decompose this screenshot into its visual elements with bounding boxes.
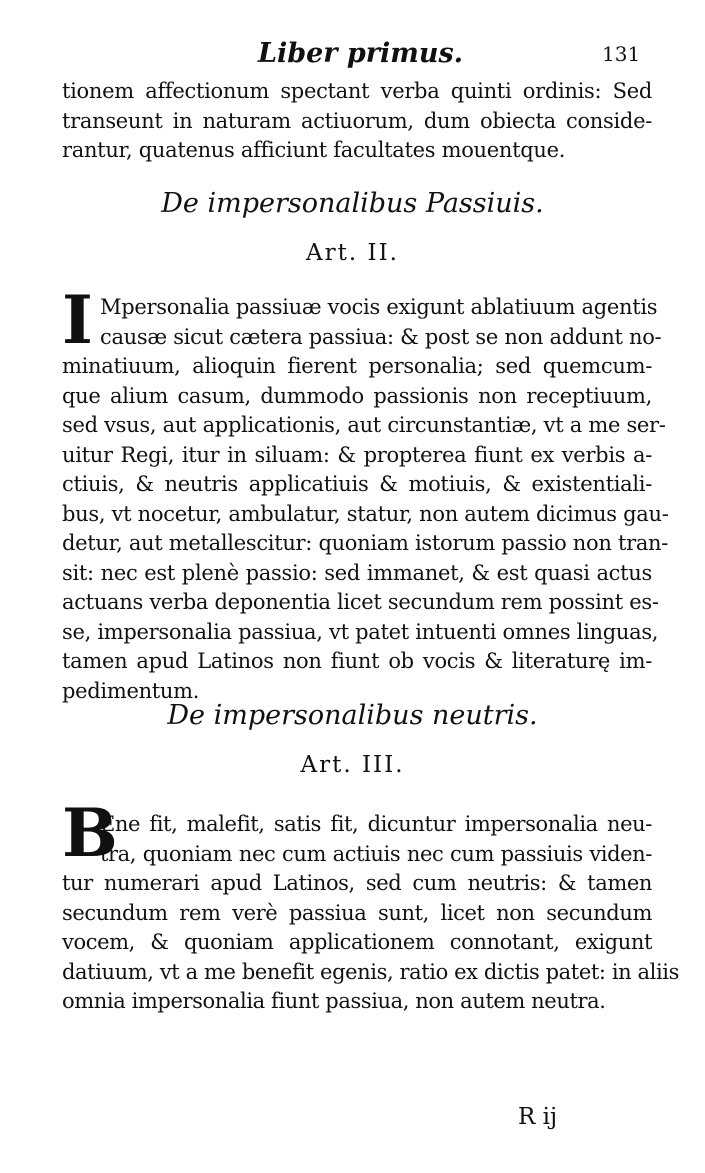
text-line: transeunt in naturam actiuorum, dum obiecta conside- — [62, 108, 652, 133]
passive-paragraph — [62, 293, 669, 706]
text-line: pedimentum. — [62, 678, 200, 703]
text-line: tamen apud Latinos non fiunt ob vocis & literaturę im- — [62, 649, 652, 673]
running-head — [0, 38, 705, 72]
text-line: tionem affectionum spectant verba quinti ordinis: Sed — [62, 79, 652, 103]
text-line: se, impersonalia passiua, vt patet intuenti omnes linguas, — [62, 619, 659, 644]
text-line: omnia impersonalia fiunt passiua, non autem neutra. — [62, 989, 606, 1013]
text-line: uitur Regi, itur in siluam: & propterea fiunt ex verbis a- — [62, 442, 652, 467]
neuter-paragraph — [62, 810, 680, 1017]
running-title: Liber primus. — [258, 38, 464, 69]
text-line: Ene fit, malefit, satis fit, dicuntur impersonalia neu- — [100, 812, 652, 836]
section-heading-passive: De impersonalibus Passiuis. — [161, 188, 544, 219]
intro-paragraph — [62, 77, 652, 166]
text-line: tur numerari apud Latinos, sed cum neutris: & tamen — [62, 871, 652, 895]
page-number: 131 — [602, 42, 641, 66]
text-line: datiuum, vt a me benefit egenis, ratio ex dictis patet: in aliis — [62, 959, 680, 984]
signature-mark: R ij — [518, 1104, 558, 1130]
drop-cap-i: I — [62, 281, 93, 359]
text-line: secundum rem verè passiua sunt, licet non secundum — [62, 900, 652, 925]
drop-cap-b: B — [62, 794, 118, 872]
text-line: rantur, quatenus afficiunt facultates mouentque. — [62, 138, 566, 162]
text-line: ctiuis, & neutris applicatiuis & motiuis, & existentiali- — [62, 472, 652, 496]
text-line: bus, vt nocetur, ambulatur, statur, non autem dicimus gau- — [62, 501, 669, 526]
text-line: tra, quoniam nec cum actiuis nec cum passiuis viden- — [100, 841, 652, 866]
text-line: que alium casum, dummodo passionis non receptiuum, — [62, 383, 652, 408]
text-line: vocem, & quoniam applicationem connotant, exigunt — [62, 930, 652, 954]
text-line: actuans verba deponentia licet secundum rem possint es- — [62, 590, 659, 614]
article-number-3: Art. III. — [300, 752, 405, 778]
text-line: Mpersonalia passiuæ vocis exigunt ablatiuum agentis — [100, 295, 658, 319]
text-line: sed vsus, aut applicationis, aut circunstantiæ, vt a me ser- — [62, 413, 666, 437]
article-number-2: Art. II. — [306, 240, 399, 266]
text-line: causæ sicut cætera passiua: & post se non addunt no- — [100, 324, 662, 349]
text-line: sit: nec est plenè passio: sed immanet, & est quasi actus — [62, 560, 652, 585]
text-line: detur, aut metallescitur: quoniam istorum passio non tran- — [62, 531, 669, 555]
text-line: minatiuum, alioquin fierent personalia; sed quemcum- — [62, 354, 652, 378]
section-heading-neuter: De impersonalibus neutris. — [167, 700, 538, 731]
